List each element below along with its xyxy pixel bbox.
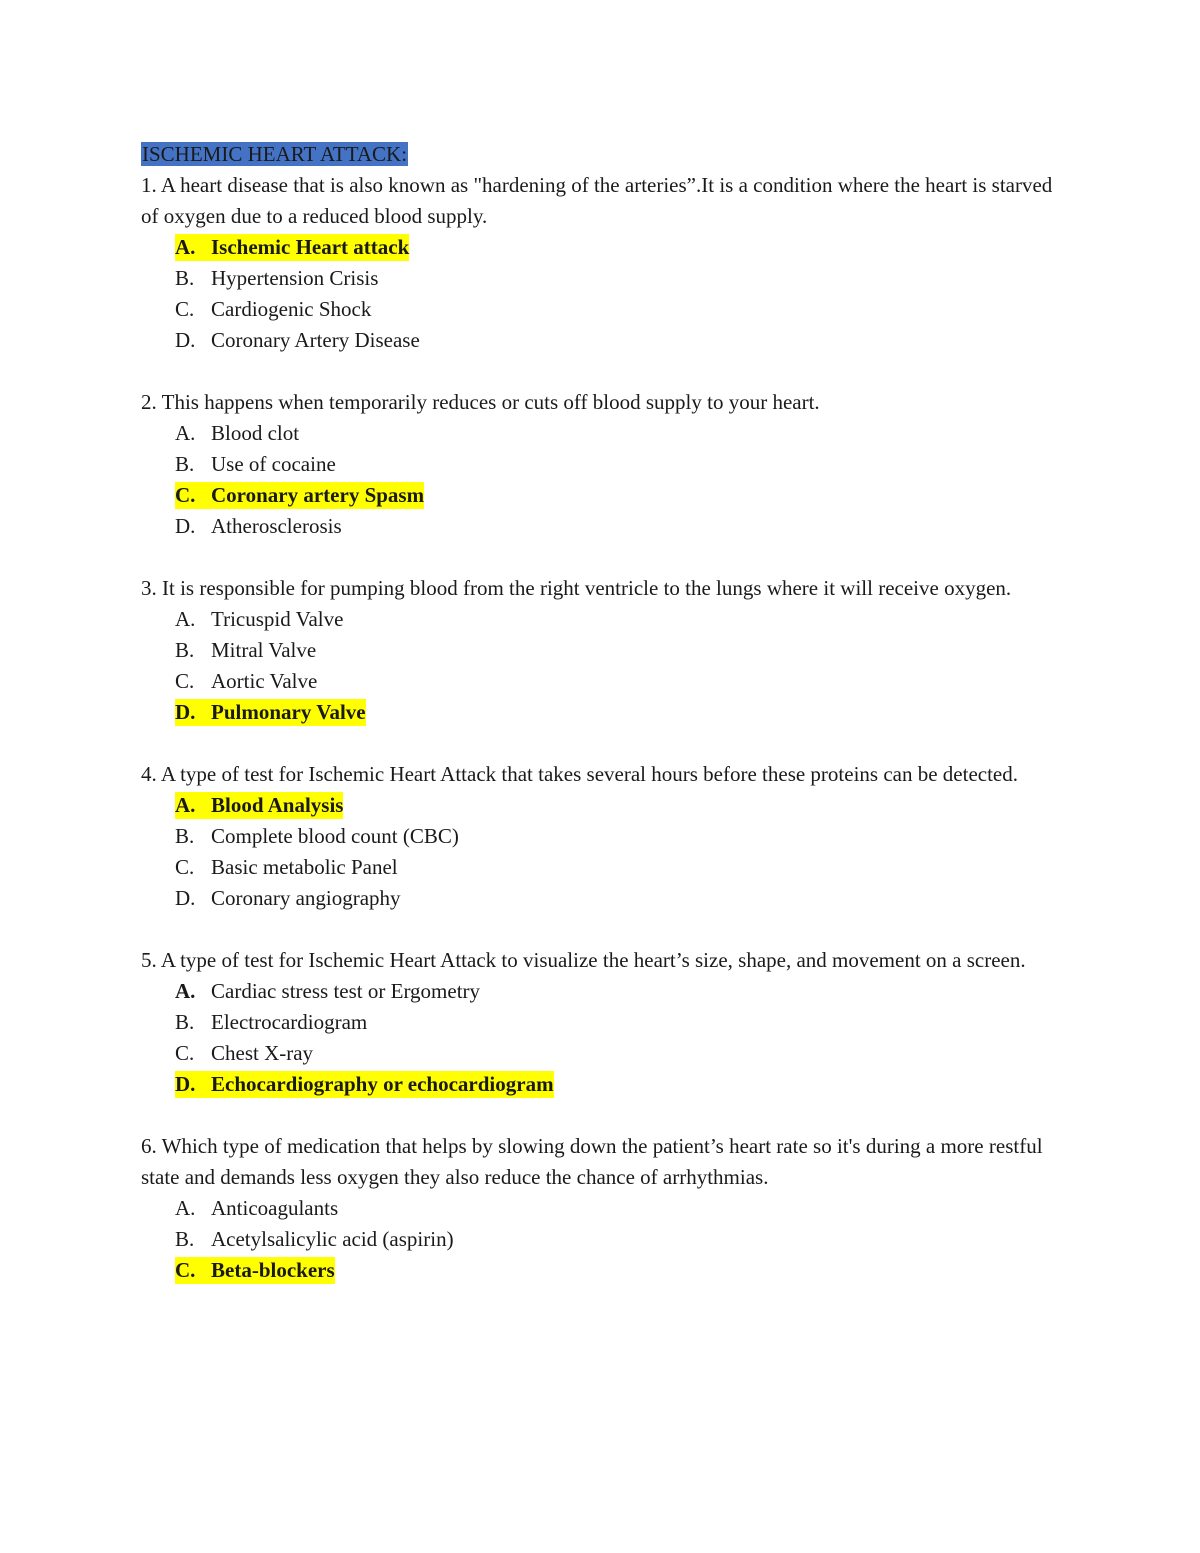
option-text: Cardiac stress test or Ergometry <box>211 979 481 1003</box>
option-item <box>175 1007 1061 1038</box>
option-item <box>175 294 1061 325</box>
option-letter: D. <box>175 514 196 538</box>
option-item <box>175 821 1061 852</box>
option-item <box>175 635 1061 666</box>
blank-line <box>141 356 1061 387</box>
option-item <box>175 1038 1061 1069</box>
option-text: Mitral Valve <box>211 638 317 662</box>
document-title: ISCHEMIC HEART ATTACK: <box>142 142 408 166</box>
option-text: Coronary angiography <box>211 886 401 910</box>
option-text: Pulmonary Valve <box>211 700 366 724</box>
question-block <box>141 945 1061 1100</box>
option-text: Coronary artery Spasm <box>211 483 425 507</box>
question-text: 2. This happens when temporarily reduces or cuts off blood supply to your heart. <box>141 390 820 414</box>
option-text: Anticoagulants <box>211 1196 339 1220</box>
blank-line <box>141 728 1061 759</box>
option-text: Electrocardiogram <box>211 1010 368 1034</box>
option-letter: D. <box>175 1072 196 1096</box>
option-letter: A. <box>175 607 196 631</box>
option-item <box>175 325 1061 356</box>
option-text: Echocardiography or echocardiogram <box>211 1072 554 1096</box>
option-item <box>175 511 1061 542</box>
option-item-correct <box>175 480 1061 511</box>
option-item <box>175 604 1061 635</box>
option-item-correct <box>175 697 1061 728</box>
option-item <box>175 263 1061 294</box>
question-text: 6. Which type of medication that helps by slowing down the patient’s heart rate so it's during a more restful state and demands less oxygen they also reduce the chance of arrhythmias. <box>141 1134 1043 1189</box>
option-text: Blood Analysis <box>211 793 344 817</box>
title-line <box>141 139 1061 170</box>
option-text: Ischemic Heart attack <box>211 235 410 259</box>
option-text: Cardiogenic Shock <box>211 297 372 321</box>
option-text: Acetylsalicylic acid (aspirin) <box>211 1227 454 1251</box>
option-letter: A. <box>175 979 196 1003</box>
option-item <box>175 449 1061 480</box>
option-text: Atherosclerosis <box>211 514 342 538</box>
option-list <box>141 604 1061 728</box>
option-letter: B. <box>175 638 195 662</box>
blank-line <box>141 542 1061 573</box>
option-item-correct <box>175 1069 1061 1100</box>
question-text: 5. A type of test for Ischemic Heart Attack to visualize the heart’s size, shape, and movement on a screen. <box>141 948 1026 972</box>
option-letter: D. <box>175 886 196 910</box>
option-text: Complete blood count (CBC) <box>211 824 459 848</box>
option-letter: A. <box>175 235 196 259</box>
question-block <box>141 573 1061 728</box>
question-text: 3. It is responsible for pumping blood from the right ventricle to the lungs where it will receive oxygen. <box>141 576 1012 600</box>
option-letter: C. <box>175 483 196 507</box>
option-text: Hypertension Crisis <box>211 266 379 290</box>
option-item <box>175 1224 1061 1255</box>
option-letter: C. <box>175 1041 195 1065</box>
option-text: Tricuspid Valve <box>211 607 344 631</box>
option-item <box>175 1193 1061 1224</box>
option-item-correct <box>175 1255 1061 1286</box>
option-list <box>141 418 1061 542</box>
option-text: Coronary Artery Disease <box>211 328 420 352</box>
option-letter: C. <box>175 1258 196 1282</box>
option-text: Beta-blockers <box>211 1258 335 1282</box>
option-list <box>141 790 1061 914</box>
document-page <box>141 139 1061 1286</box>
question-text: 1. A heart disease that is also known as "hardening of the arteries”.It is a condition where the heart is starved of oxygen due to a reduced blood supply. <box>141 173 1053 228</box>
option-text: Basic metabolic Panel <box>211 855 398 879</box>
option-item <box>175 852 1061 883</box>
option-text: Aortic Valve <box>211 669 318 693</box>
option-list <box>141 976 1061 1100</box>
option-letter: B. <box>175 824 195 848</box>
option-letter: C. <box>175 669 195 693</box>
option-item-correct <box>175 790 1061 821</box>
option-letter: A. <box>175 421 196 445</box>
option-item <box>175 883 1061 914</box>
option-list <box>141 232 1061 356</box>
option-item-correct <box>175 232 1061 263</box>
option-list <box>141 1193 1061 1286</box>
option-text: Chest X-ray <box>211 1041 314 1065</box>
option-letter: D. <box>175 328 196 352</box>
question-block <box>141 1131 1061 1286</box>
option-text: Blood clot <box>211 421 300 445</box>
option-letter: B. <box>175 1010 195 1034</box>
option-item <box>175 418 1061 449</box>
option-letter: B. <box>175 1227 195 1251</box>
question-block <box>141 387 1061 542</box>
option-letter: D. <box>175 700 196 724</box>
blank-line <box>141 1100 1061 1131</box>
option-letter: C. <box>175 855 195 879</box>
option-letter: C. <box>175 297 195 321</box>
blank-line <box>141 914 1061 945</box>
option-text: Use of cocaine <box>211 452 336 476</box>
option-item <box>175 666 1061 697</box>
question-block <box>141 170 1061 356</box>
option-letter: A. <box>175 793 196 817</box>
question-block <box>141 759 1061 914</box>
question-text: 4. A type of test for Ischemic Heart Attack that takes several hours before these proteins can be detected. <box>141 762 1019 786</box>
option-letter: B. <box>175 452 195 476</box>
option-item <box>175 976 1061 1007</box>
option-letter: B. <box>175 266 195 290</box>
option-letter: A. <box>175 1196 196 1220</box>
